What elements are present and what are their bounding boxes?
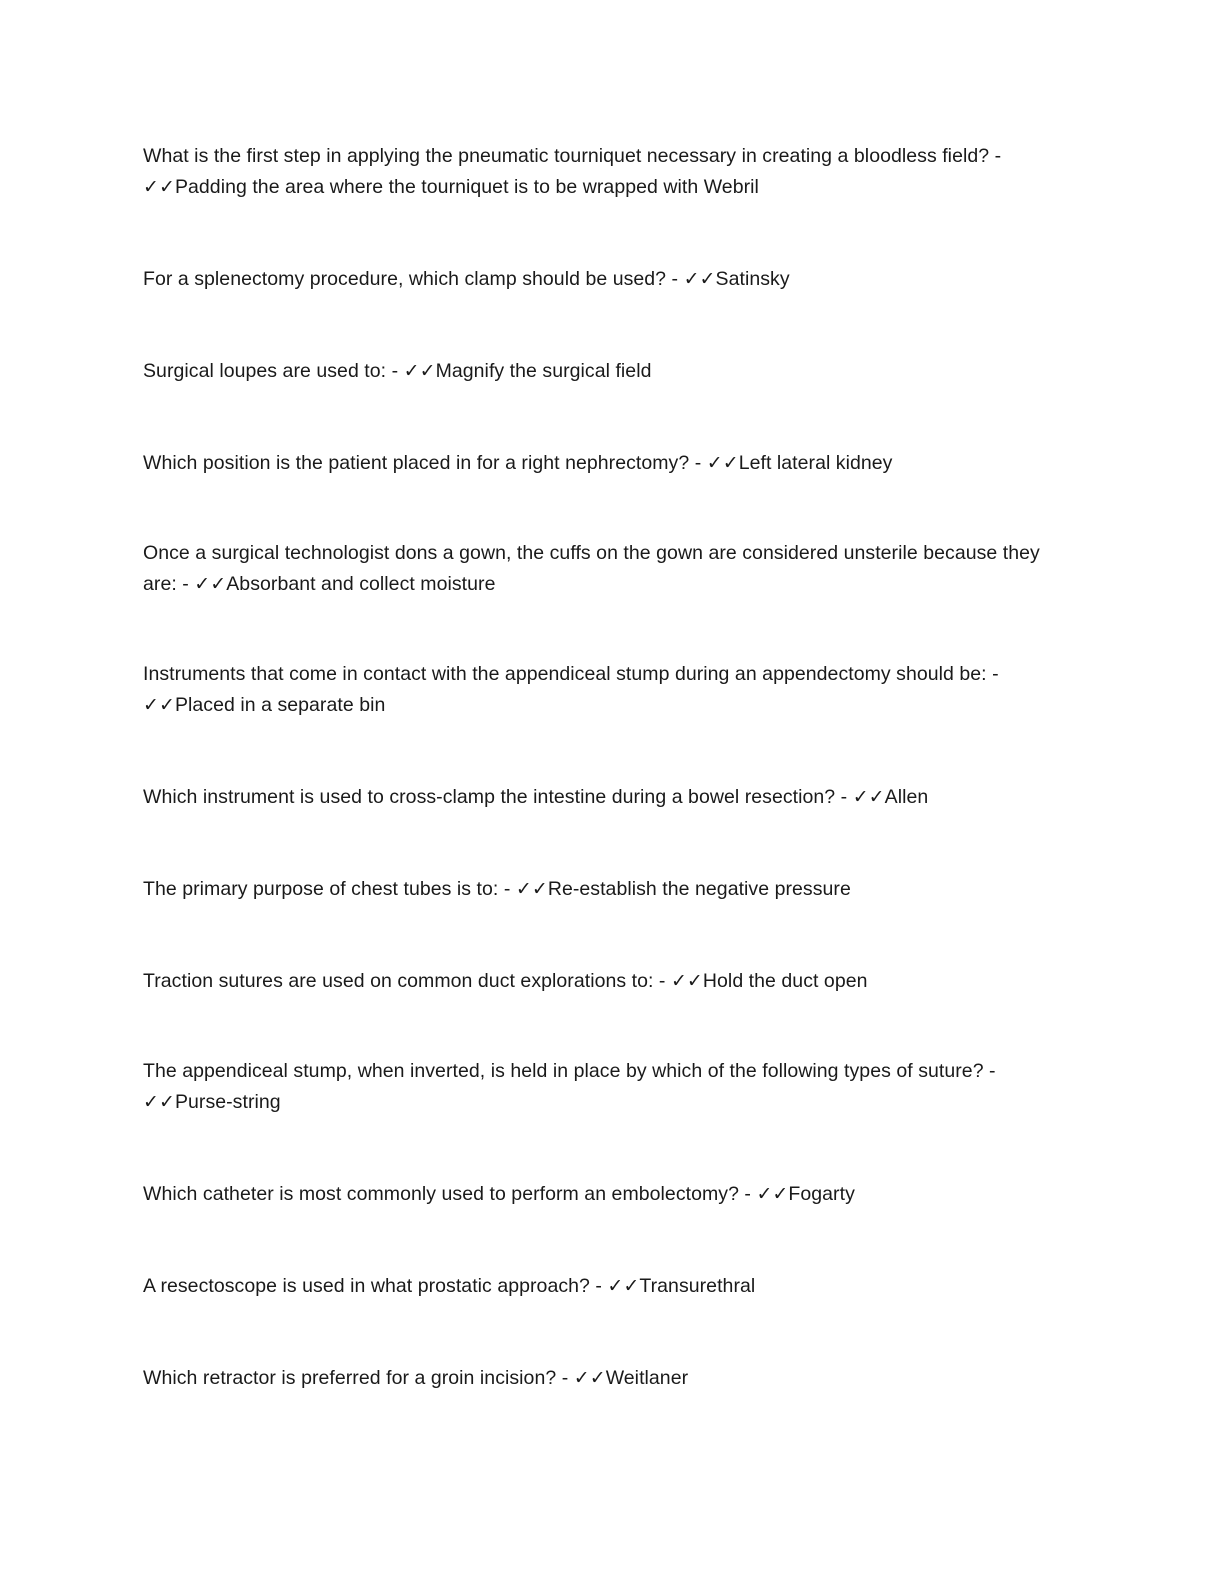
- separator: -: [556, 1367, 574, 1389]
- separator: -: [738, 1183, 757, 1205]
- answer-text: Satinsky: [715, 268, 790, 290]
- answer-text: Hold the duct open: [702, 970, 868, 992]
- separator: -: [653, 970, 671, 992]
- separator: -: [689, 452, 707, 474]
- qa-item: [143, 1179, 1073, 1210]
- separator: -: [983, 1060, 996, 1082]
- separator: -: [498, 878, 516, 900]
- qa-item: [143, 448, 1073, 479]
- check-marks-icon: ✓✓: [573, 1367, 606, 1389]
- question-text: The primary purpose of chest tubes is to:: [143, 878, 499, 900]
- check-marks-icon: ✓✓: [403, 360, 436, 382]
- question-text: For a splenectomy procedure, which clamp should be used?: [143, 268, 667, 290]
- check-marks-icon: ✓✓: [683, 268, 716, 290]
- question-text: Traction sutures are used on common duct explorations to:: [143, 970, 654, 992]
- question-text: Once a surgical technologist dons a gown, the cuffs on the gown are considered unsterile because they are:: [143, 542, 1040, 595]
- question-text: Which retractor is preferred for a groin incision?: [143, 1367, 557, 1389]
- question-text: Surgical loupes are used to:: [143, 360, 387, 382]
- question-text: Which catheter is most commonly used to perform an embolectomy?: [143, 1183, 739, 1205]
- answer-text: Padding the area where the tourniquet is to be wrapped with Webril: [174, 176, 759, 198]
- answer-text: Re-establish the negative pressure: [547, 878, 851, 900]
- answer-text: Absorbant and collect moisture: [226, 573, 496, 595]
- qa-item: [143, 141, 1073, 203]
- qa-item: [143, 782, 1073, 813]
- question-text: The appendiceal stump, when inverted, is held in place by which of the following types of suture?: [143, 1060, 984, 1082]
- answer-text: Weitlaner: [605, 1367, 689, 1389]
- answer-text: Transurethral: [639, 1275, 756, 1297]
- check-marks-icon: ✓✓: [756, 1183, 789, 1205]
- question-text: Which position is the patient placed in for a right nephrectomy?: [143, 452, 690, 474]
- separator: -: [666, 268, 684, 290]
- qa-item: [143, 1271, 1073, 1302]
- answer-text: Magnify the surgical field: [435, 360, 652, 382]
- answer-text: Allen: [884, 786, 929, 808]
- qa-item: [143, 874, 1073, 905]
- separator: -: [386, 360, 404, 382]
- question-text: Which instrument is used to cross-clamp the intestine during a bowel resection?: [143, 786, 836, 808]
- check-marks-icon: ✓✓: [607, 1275, 640, 1297]
- qa-item: [143, 966, 1073, 997]
- question-text: Instruments that come in contact with the appendiceal stump during an appendectomy should be:: [143, 663, 987, 685]
- separator: -: [989, 145, 1002, 167]
- question-text: A resectoscope is used in what prostatic approach?: [143, 1275, 590, 1297]
- check-marks-icon: ✓✓: [143, 176, 175, 198]
- answer-text: Left lateral kidney: [738, 452, 893, 474]
- answer-text: Fogarty: [788, 1183, 855, 1205]
- check-marks-icon: ✓✓: [143, 1091, 175, 1113]
- check-marks-icon: ✓✓: [706, 452, 739, 474]
- answer-text: Purse-string: [174, 1091, 281, 1113]
- separator: -: [835, 786, 853, 808]
- qa-item: [143, 1363, 1073, 1394]
- check-marks-icon: ✓✓: [670, 970, 703, 992]
- separator: -: [589, 1275, 608, 1297]
- separator: -: [176, 573, 195, 595]
- check-marks-icon: ✓✓: [194, 573, 227, 595]
- answer-text: Placed in a separate bin: [174, 694, 386, 716]
- separator: -: [986, 663, 999, 685]
- qa-item: [143, 264, 1073, 295]
- check-marks-icon: ✓✓: [143, 694, 175, 716]
- question-text: What is the first step in applying the pneumatic tourniquet necessary in creating a bloodless field?: [143, 145, 990, 167]
- check-marks-icon: ✓✓: [515, 878, 548, 900]
- qa-item: [143, 659, 1073, 721]
- qa-item: [143, 356, 1073, 387]
- qa-item: [143, 1056, 1073, 1118]
- qa-item: [143, 538, 1073, 600]
- check-marks-icon: ✓✓: [852, 786, 885, 808]
